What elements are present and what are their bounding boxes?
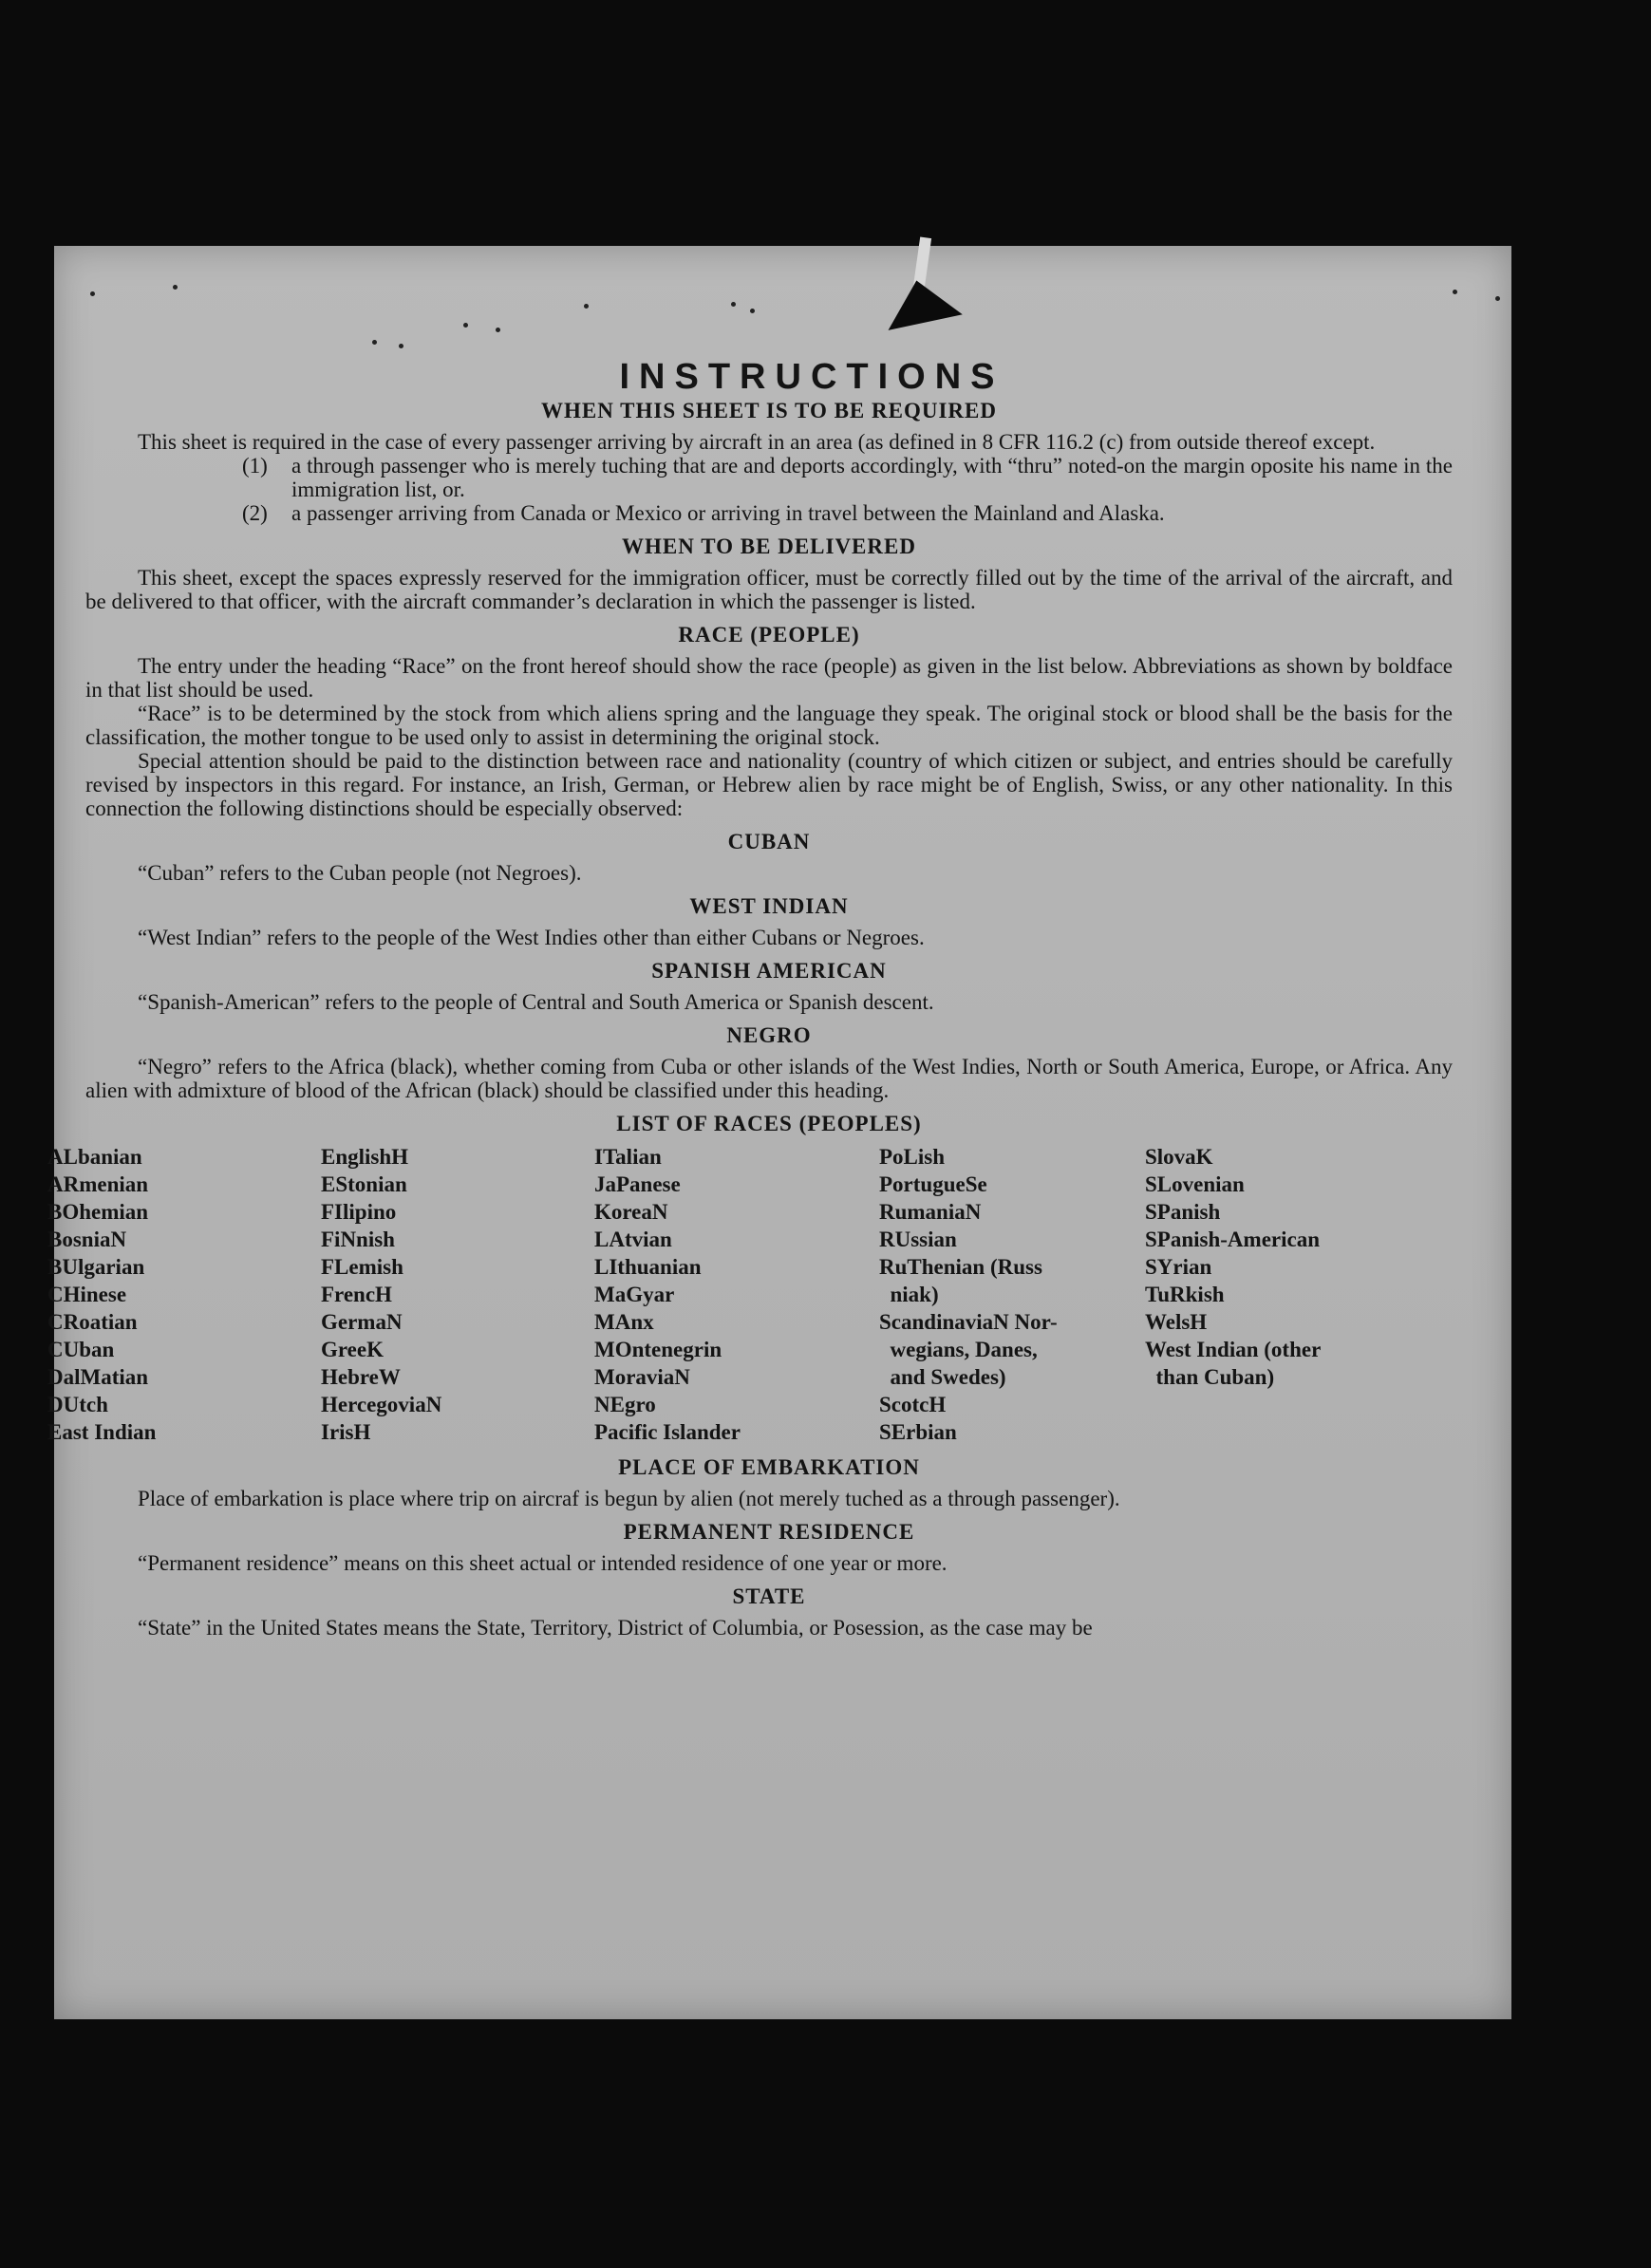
- race-entry: TuRkish: [1145, 1283, 1225, 1306]
- race-entry: IrisH: [321, 1420, 371, 1444]
- section-heading-state: STATE: [732, 1584, 806, 1608]
- section-heading-embarkation: PLACE OF EMBARKATION: [618, 1455, 920, 1479]
- section-heading-negro: NEGRO: [726, 1023, 812, 1047]
- negro-paragraph: “Negro” refers to the Africa (black), whether coming from Cuba or other islands of the West Indies, North or South America, Europe, or Africa. Any alien with admixture of blood of the African (black) should be classified under this heading.: [85, 1055, 1453, 1102]
- race-entry: ALbanian: [47, 1145, 142, 1169]
- race-entry: than Cuban): [1145, 1365, 1275, 1389]
- race-entry: ITalian: [594, 1145, 662, 1169]
- race-entry: LIthuanian: [594, 1255, 702, 1279]
- west-indian-paragraph: “West Indian” refers to the people of the West Indies other than either Cubans or Negroes.: [138, 926, 925, 949]
- race-entry: ARmenian: [47, 1172, 149, 1196]
- race-entry: RumaniaN: [879, 1200, 982, 1224]
- race-entry: ScandinaviaN Nor-: [879, 1310, 1058, 1334]
- race-entry: CUban: [47, 1338, 115, 1361]
- list-item: (1) a through passenger who is merely tuching that are and deports accordingly, with “thru” noted-on the margin oposite his name in the immigration list, or.: [242, 454, 1453, 501]
- instructions-content: [47, 357, 1453, 1640]
- race-entry: wegians, Danes,: [879, 1338, 1038, 1361]
- race-entry: HebreW: [321, 1365, 401, 1389]
- race-paragraph-2: “Race” is to be determined by the stock from which aliens spring and the language they speak. The original stock or blood shall be the basis for the classification, the mother tongue to be used only to assist in determining the original stock.: [85, 702, 1453, 749]
- race-entry: DalMatian: [47, 1365, 149, 1389]
- race-entry: BUlgarian: [47, 1255, 145, 1279]
- race-entry: EnglishH: [321, 1145, 409, 1169]
- section-heading-required: WHEN THIS SHEET IS TO BE REQUIRED: [541, 399, 997, 422]
- section-heading-residence: PERMANENT RESIDENCE: [623, 1520, 915, 1544]
- race-entry: CRoatian: [47, 1310, 138, 1334]
- residence-paragraph: “Permanent residence” means on this sheet actual or intended residence of one year or more.: [138, 1551, 947, 1575]
- delivered-paragraph: This sheet, except the spaces expressly reserved for the immigration officer, must be correctly filled out by the time of the arrival of the aircraft, and be delivered to that officer, with the aircraft commander’s declaration in which the passenger is listed.: [85, 566, 1453, 613]
- race-entry: PortugueSe: [879, 1172, 987, 1196]
- race-entry: SlovaK: [1145, 1145, 1213, 1169]
- race-entry: LAtvian: [594, 1228, 672, 1251]
- race-entry: BOhemian: [47, 1200, 149, 1224]
- race-entry: CHinese: [47, 1283, 127, 1306]
- section-heading-spanish-american: SPANISH AMERICAN: [651, 959, 887, 983]
- race-entry: HercegoviaN: [321, 1393, 442, 1416]
- races-column-4: [879, 1143, 1145, 1446]
- section-heading-races-list: LIST OF RACES (PEOPLES): [616, 1112, 922, 1135]
- race-entry: MOntenegrin: [594, 1338, 722, 1361]
- race-entry: SPanish: [1145, 1200, 1221, 1224]
- section-heading-west-indian: WEST INDIAN: [689, 894, 849, 918]
- section-heading-cuban: CUBAN: [727, 830, 811, 853]
- race-entry: MaGyar: [594, 1283, 675, 1306]
- race-entry: West Indian (other: [1145, 1338, 1322, 1361]
- race-entry: East Indian: [47, 1420, 157, 1444]
- race-entry: FiNnish: [321, 1228, 395, 1251]
- race-entry: NEgro: [594, 1393, 656, 1416]
- page-title: INSTRUCTIONS: [619, 357, 1004, 397]
- race-entry: and Swedes): [879, 1365, 1006, 1389]
- list-item: (2) a passenger arriving from Canada or Mexico or arriving in travel between the Mainland and Alaska.: [242, 501, 1165, 525]
- embarkation-paragraph: Place of embarkation is place where trip on aircraf is begun by alien (not merely tuched as a through passenger).: [138, 1487, 1120, 1510]
- race-entry: MAnx: [594, 1310, 654, 1334]
- race-paragraph-1: The entry under the heading “Race” on the front hereof should show the race (people) as given in the list below. Abbreviations as shown by boldface in that list should be used.: [85, 654, 1453, 702]
- race-entry: RuThenian (Russ: [879, 1255, 1042, 1279]
- race-entry: FIlipino: [321, 1200, 397, 1224]
- races-column-2: [321, 1143, 594, 1446]
- race-entry: PoLish: [879, 1145, 946, 1169]
- race-entry: MoraviaN: [594, 1365, 690, 1389]
- section-heading-race: RACE (PEOPLE): [678, 623, 860, 647]
- race-entry: ScotcH: [879, 1393, 947, 1416]
- races-list: [47, 1143, 1453, 1446]
- cuban-paragraph: “Cuban” refers to the Cuban people (not Negroes).: [138, 861, 582, 885]
- race-entry: RUssian: [879, 1228, 957, 1251]
- race-entry: SPanish-American: [1145, 1228, 1320, 1251]
- race-entry: Pacific Islander: [594, 1420, 741, 1444]
- race-entry: SErbian: [879, 1420, 957, 1444]
- race-entry: GermaN: [321, 1310, 403, 1334]
- race-entry: GreeK: [321, 1338, 384, 1361]
- races-column-1: [47, 1143, 321, 1446]
- races-column-3: [594, 1143, 879, 1446]
- race-entry: JaPanese: [594, 1172, 681, 1196]
- section-heading-delivered: WHEN TO BE DELIVERED: [622, 534, 916, 558]
- race-paragraph-3: Special attention should be paid to the distinction between race and nationality (country of which citizen or subject, and entries should be carefully revised by inspectors in this regard. For instance, an Irish, German, or Hebrew alien by race might be of English, Swiss, or any other nationality. In this connection the following distinctions should be especially observed:: [85, 749, 1453, 820]
- race-entry: FrencH: [321, 1283, 392, 1306]
- race-entry: BosniaN: [47, 1228, 127, 1251]
- race-entry: EStonian: [321, 1172, 407, 1196]
- race-entry: SLovenian: [1145, 1172, 1245, 1196]
- race-entry: FLemish: [321, 1255, 403, 1279]
- race-entry: DUtch: [47, 1393, 108, 1416]
- race-entry: SYrian: [1145, 1255, 1212, 1279]
- spanish-american-paragraph: “Spanish-American” refers to the people of Central and South America or Spanish descent.: [138, 990, 934, 1014]
- required-paragraph: This sheet is required in the case of every passenger arriving by aircraft in an area (as defined in 8 CFR 116.2 (c) from outside thereof except.: [138, 430, 1376, 454]
- race-entry: WelsH: [1145, 1310, 1208, 1334]
- race-entry: KoreaN: [594, 1200, 668, 1224]
- race-entry: niak): [879, 1283, 939, 1306]
- races-column-5: [1145, 1143, 1401, 1446]
- state-paragraph: “State” in the United States means the State, Territory, District of Columbia, or Posession, as the case may be: [138, 1616, 1093, 1640]
